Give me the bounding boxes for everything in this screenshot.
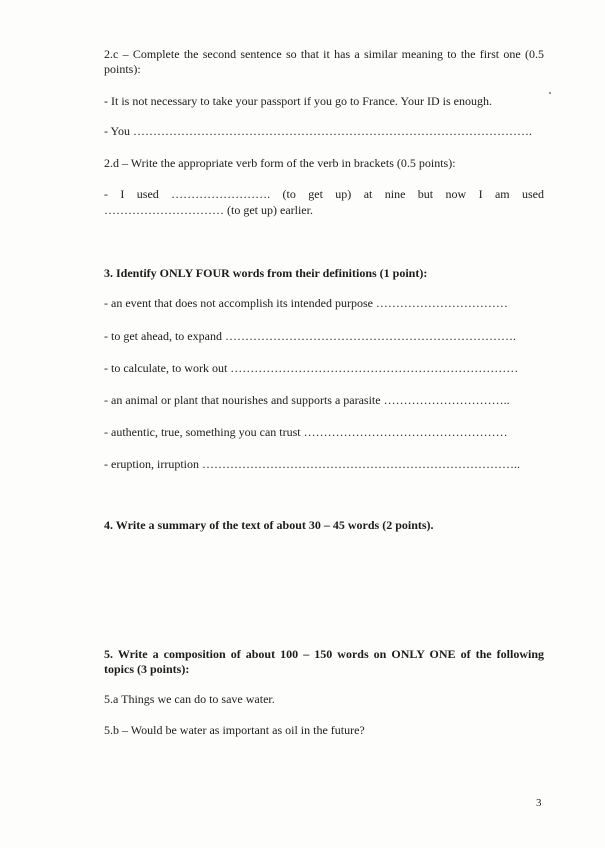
q2d-heading: 2.d – Write the appropriate verb form of the verb in brackets (0.5 points): <box>104 156 456 170</box>
q3-definition-3: - to calculate, to work out ……………………………………………………………… <box>104 361 519 375</box>
q3-definition-6: - eruption, irruption …………………………………………………………………….. <box>104 457 520 471</box>
q2d-line-2: ………………………… (to get up) earlier. <box>104 203 313 217</box>
q2d-line-1: - I used ……………………. (to get up) at nine but now I am used <box>104 187 544 201</box>
q3-definition-1: - an event that does not accomplish its intended purpose …………………………… <box>104 296 508 310</box>
q5-heading: 5. Write a composition of about 100 – 150 words on ONLY ONE of the following topics (3 points): <box>104 647 544 676</box>
q2c-heading: 2.c – Complete the second sentence so that it has a similar meaning to the first one (0.5 points): <box>104 47 544 76</box>
q3-heading: 3. Identify ONLY FOUR words from their definitions (1 point): <box>104 266 428 280</box>
q5-option-b: 5.b – Would be water as important as oil in the future? <box>104 723 365 737</box>
q5-option-a: 5.a Things we can do to save water. <box>104 692 275 706</box>
q3-definition-5: - authentic, true, something you can trust …………………………………………… <box>104 425 508 439</box>
page-number: 3 <box>536 797 542 809</box>
q2c-answer-line: - You ………………………………………………………………………………………. <box>104 124 533 138</box>
q3-definition-4: - an animal or plant that nourishes and supports a parasite ………………………….. <box>104 393 510 407</box>
q2c-sentence: - It is not necessary to take your passport if you go to France. Your ID is enough. <box>104 94 492 108</box>
scan-speck <box>549 92 551 94</box>
q4-heading: 4. Write a summary of the text of about 30 – 45 words (2 points). <box>104 518 434 532</box>
q3-definition-2: - to get ahead, to expand ………………………………………………………………. <box>104 329 516 343</box>
